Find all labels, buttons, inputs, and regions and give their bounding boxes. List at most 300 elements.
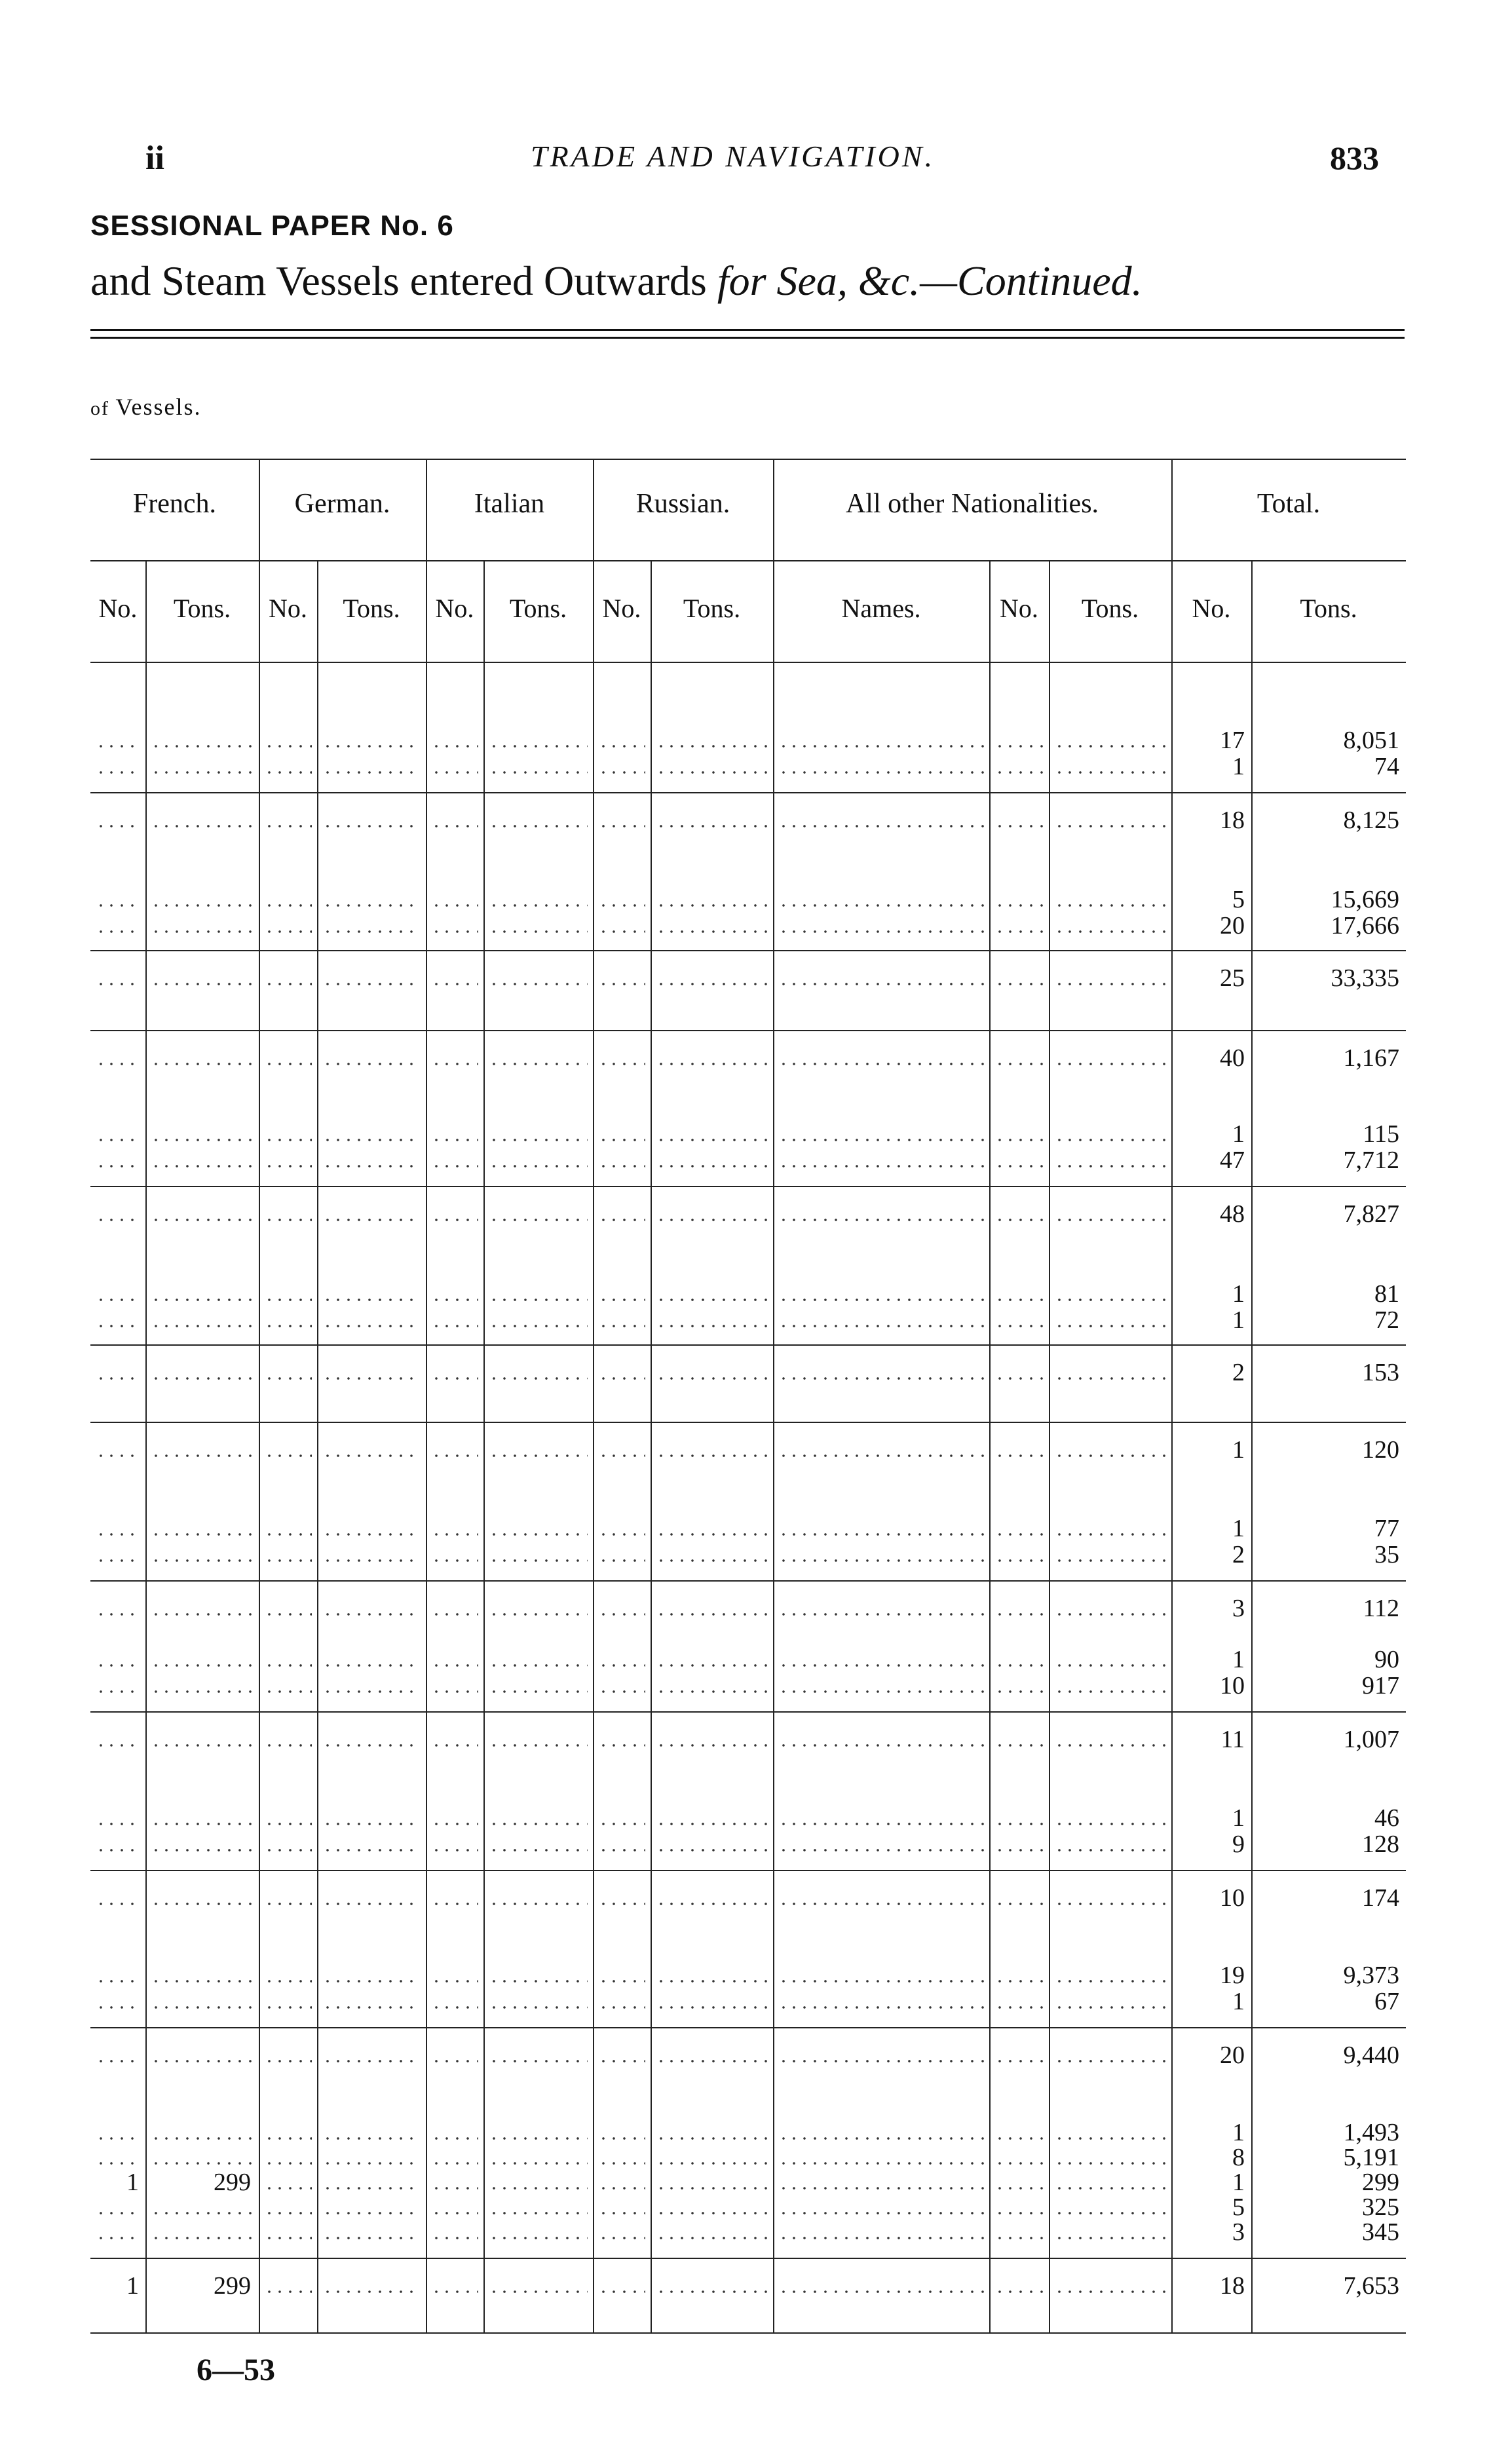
dot-leader bbox=[994, 745, 1044, 748]
dot-leader bbox=[778, 2212, 984, 2214]
dot-leader bbox=[151, 1299, 254, 1301]
dot-leader bbox=[151, 1533, 254, 1536]
dot-leader bbox=[264, 1299, 312, 1301]
dot-leader bbox=[151, 1903, 254, 1905]
dot-leader bbox=[778, 1139, 984, 1141]
dot-leader bbox=[151, 1063, 254, 1065]
dot-leader bbox=[778, 1325, 984, 1327]
dot-leader bbox=[264, 2006, 312, 2009]
dot-leader bbox=[778, 1690, 984, 1693]
footer-signature: 6—53 bbox=[197, 2353, 275, 2387]
dot-leader bbox=[151, 1559, 254, 1562]
dot-leader bbox=[994, 1219, 1044, 1221]
dot-leader bbox=[151, 1690, 254, 1693]
column-rule bbox=[259, 459, 260, 2332]
dot-leader bbox=[322, 1377, 421, 1380]
dot-leader bbox=[994, 2060, 1044, 2062]
dot-leader bbox=[778, 1980, 984, 1983]
dot-leader bbox=[778, 1219, 984, 1221]
dot-leader bbox=[96, 1559, 140, 1562]
running-head-title: TRADE AND NAVIGATION. bbox=[531, 140, 936, 173]
dot-leader bbox=[656, 904, 768, 907]
dot-leader bbox=[778, 771, 984, 774]
dot-leader bbox=[778, 2006, 984, 2009]
dot-leader bbox=[489, 771, 588, 774]
dot-leader bbox=[994, 983, 1044, 985]
dot-leader bbox=[994, 1664, 1044, 1667]
dot-leader bbox=[264, 2290, 312, 2293]
dot-leader bbox=[489, 1325, 588, 1327]
total-no: 9 bbox=[1232, 1831, 1245, 1858]
dot-leader bbox=[322, 1613, 421, 1616]
dot-leader bbox=[264, 904, 312, 907]
dot-leader bbox=[431, 1664, 478, 1667]
dot-leader bbox=[994, 2237, 1044, 2239]
section-label-vessels: Vessels. bbox=[115, 394, 202, 420]
dot-leader bbox=[489, 1063, 588, 1065]
dot-leader bbox=[994, 1849, 1044, 1851]
dot-leader bbox=[96, 1299, 140, 1301]
total-tons: 9,373 bbox=[1343, 1962, 1399, 1989]
dot-leader bbox=[431, 1165, 478, 1168]
dot-leader bbox=[994, 1454, 1044, 1457]
dot-leader bbox=[598, 983, 645, 985]
total-no: 18 bbox=[1220, 2272, 1245, 2300]
dot-leader bbox=[778, 983, 984, 985]
total-no: 17 bbox=[1220, 727, 1245, 754]
dot-leader bbox=[322, 1219, 421, 1221]
total-tons: 7,653 bbox=[1343, 2272, 1399, 2300]
total-no: 8 bbox=[1232, 2144, 1245, 2171]
total-tons: 74 bbox=[1374, 753, 1399, 780]
dot-leader bbox=[1054, 771, 1166, 774]
total-tons: 8,125 bbox=[1343, 807, 1399, 834]
dot-leader bbox=[778, 1849, 984, 1851]
dot-leader bbox=[431, 1139, 478, 1141]
dot-leader bbox=[656, 2006, 768, 2009]
total-no: 3 bbox=[1232, 1595, 1245, 1622]
dot-leader bbox=[1054, 1377, 1166, 1380]
dot-leader bbox=[656, 745, 768, 748]
dot-leader bbox=[431, 930, 478, 933]
dot-leader bbox=[994, 1690, 1044, 1693]
dot-leader bbox=[322, 930, 421, 933]
french-no: 1 bbox=[126, 2272, 139, 2300]
subtotal-rule bbox=[90, 1870, 1406, 1871]
dot-leader bbox=[598, 1980, 645, 1983]
total-no: 47 bbox=[1220, 1147, 1245, 1174]
total-tons: 15,669 bbox=[1331, 886, 1399, 913]
dot-leader bbox=[489, 930, 588, 933]
sessional-paper-label: SESSIONAL PAPER No. 6 bbox=[90, 210, 454, 242]
dot-leader bbox=[489, 1377, 588, 1380]
dot-leader bbox=[151, 1454, 254, 1457]
dot-leader bbox=[151, 2212, 254, 2214]
column-header: Tons. bbox=[173, 594, 231, 623]
dot-leader bbox=[96, 825, 140, 827]
dot-leader bbox=[96, 1063, 140, 1065]
column-rule bbox=[1049, 560, 1050, 2332]
subtotal-rule bbox=[90, 792, 1406, 793]
dot-leader bbox=[1054, 2237, 1166, 2239]
dot-leader bbox=[598, 1690, 645, 1693]
subtotal-rule bbox=[90, 1030, 1406, 1031]
dot-leader bbox=[656, 1377, 768, 1380]
dot-leader bbox=[994, 930, 1044, 933]
total-tons: 35 bbox=[1374, 1541, 1399, 1568]
total-no: 3 bbox=[1232, 2218, 1245, 2246]
dot-leader bbox=[598, 930, 645, 933]
dot-leader bbox=[1054, 2006, 1166, 2009]
dot-leader bbox=[778, 2137, 984, 2140]
dot-leader bbox=[96, 1533, 140, 1536]
total-tons: 174 bbox=[1362, 1884, 1399, 1912]
total-no: 1 bbox=[1232, 1120, 1245, 1148]
total-no: 5 bbox=[1232, 2193, 1245, 2221]
subtotal-rule bbox=[90, 1422, 1406, 1423]
dot-leader bbox=[1054, 1613, 1166, 1616]
dot-leader bbox=[151, 1823, 254, 1825]
dot-leader bbox=[489, 1299, 588, 1301]
dot-leader bbox=[598, 2006, 645, 2009]
dot-leader bbox=[1054, 983, 1166, 985]
dot-leader bbox=[96, 1903, 140, 1905]
subtotal-rule bbox=[90, 1186, 1406, 1187]
total-tons: 345 bbox=[1362, 2218, 1399, 2246]
dot-leader bbox=[322, 745, 421, 748]
dot-leader bbox=[778, 2162, 984, 2165]
dot-leader bbox=[322, 1139, 421, 1141]
total-no: 1 bbox=[1232, 2169, 1245, 2196]
dot-leader bbox=[96, 2137, 140, 2140]
total-no: 1 bbox=[1232, 1988, 1245, 2015]
dot-leader bbox=[322, 2137, 421, 2140]
dot-leader bbox=[322, 1325, 421, 1327]
dot-leader bbox=[1054, 1454, 1166, 1457]
caption-text: and Steam Vessels entered Outwards bbox=[90, 257, 717, 304]
dot-leader bbox=[656, 1299, 768, 1301]
dot-leader bbox=[151, 2162, 254, 2165]
dot-leader bbox=[489, 1690, 588, 1693]
dot-leader bbox=[151, 904, 254, 907]
group-header: Total. bbox=[1257, 489, 1321, 519]
dot-leader bbox=[598, 1377, 645, 1380]
dot-leader bbox=[264, 2137, 312, 2140]
dot-leader bbox=[994, 1823, 1044, 1825]
dot-leader bbox=[778, 1664, 984, 1667]
dot-leader bbox=[322, 2290, 421, 2293]
dot-leader bbox=[96, 2006, 140, 2009]
dot-leader bbox=[778, 2187, 984, 2190]
subheader-rule bbox=[90, 662, 1406, 663]
dot-leader bbox=[778, 904, 984, 907]
dot-leader bbox=[489, 1559, 588, 1562]
dot-leader bbox=[96, 2162, 140, 2165]
dot-leader bbox=[264, 1664, 312, 1667]
dot-leader bbox=[1054, 2162, 1166, 2165]
group-header-rule bbox=[90, 560, 1406, 561]
column-header: No. bbox=[602, 594, 641, 623]
dot-leader bbox=[1054, 1690, 1166, 1693]
dot-leader bbox=[96, 1849, 140, 1851]
dot-leader bbox=[264, 1980, 312, 1983]
total-tons: 67 bbox=[1374, 1988, 1399, 2015]
dot-leader bbox=[431, 1744, 478, 1747]
section-label bbox=[90, 393, 202, 421]
dot-leader bbox=[489, 1744, 588, 1747]
total-no: 1 bbox=[1232, 1804, 1245, 1832]
subtotal-rule bbox=[90, 1711, 1406, 1713]
dot-leader bbox=[656, 771, 768, 774]
total-tons: 17,666 bbox=[1331, 912, 1399, 940]
dot-leader bbox=[489, 1980, 588, 1983]
dot-leader bbox=[322, 2212, 421, 2214]
dot-leader bbox=[1054, 1325, 1166, 1327]
dot-leader bbox=[994, 1139, 1044, 1141]
dot-leader bbox=[96, 1980, 140, 1983]
dot-leader bbox=[1054, 2290, 1166, 2293]
dot-leader bbox=[598, 1664, 645, 1667]
double-rule-top bbox=[90, 329, 1405, 331]
dot-leader bbox=[598, 2060, 645, 2062]
dot-leader bbox=[431, 904, 478, 907]
dot-leader bbox=[489, 2237, 588, 2239]
dot-leader bbox=[431, 771, 478, 774]
dot-leader bbox=[1054, 1744, 1166, 1747]
dot-leader bbox=[322, 1063, 421, 1065]
dot-leader bbox=[656, 1744, 768, 1747]
dot-leader bbox=[598, 2137, 645, 2140]
dot-leader bbox=[994, 825, 1044, 827]
dot-leader bbox=[778, 825, 984, 827]
dot-leader bbox=[264, 825, 312, 827]
dot-leader bbox=[322, 2162, 421, 2165]
column-header: No. bbox=[1192, 594, 1231, 623]
dot-leader bbox=[431, 2060, 478, 2062]
total-tons: 120 bbox=[1362, 1436, 1399, 1464]
dot-leader bbox=[264, 745, 312, 748]
dot-leader bbox=[96, 983, 140, 985]
dot-leader bbox=[1054, 825, 1166, 827]
dot-leader bbox=[598, 904, 645, 907]
column-header: Tons. bbox=[509, 594, 567, 623]
dot-leader bbox=[598, 2290, 645, 2293]
dot-leader bbox=[994, 2162, 1044, 2165]
dot-leader bbox=[489, 2162, 588, 2165]
dot-leader bbox=[264, 1377, 312, 1380]
dot-leader bbox=[322, 1744, 421, 1747]
dot-leader bbox=[1054, 930, 1166, 933]
dot-leader bbox=[489, 1613, 588, 1616]
dot-leader bbox=[656, 2237, 768, 2239]
dot-leader bbox=[1054, 1165, 1166, 1168]
dot-leader bbox=[431, 2162, 478, 2165]
dot-leader bbox=[151, 2137, 254, 2140]
dot-leader bbox=[264, 1559, 312, 1562]
total-no: 1 bbox=[1232, 1515, 1245, 1542]
total-no: 10 bbox=[1220, 1672, 1245, 1699]
dot-leader bbox=[778, 1903, 984, 1905]
column-header: Tons. bbox=[683, 594, 741, 623]
dot-leader bbox=[431, 825, 478, 827]
dot-leader bbox=[994, 1165, 1044, 1168]
dot-leader bbox=[994, 1533, 1044, 1536]
dot-leader bbox=[598, 1849, 645, 1851]
dot-leader bbox=[151, 1377, 254, 1380]
dot-leader bbox=[264, 1139, 312, 1141]
column-rule bbox=[651, 560, 652, 2332]
dot-leader bbox=[598, 745, 645, 748]
total-tons: 46 bbox=[1374, 1804, 1399, 1832]
double-rule-bottom bbox=[90, 337, 1405, 339]
dot-leader bbox=[151, 771, 254, 774]
dot-leader bbox=[431, 1325, 478, 1327]
dot-leader bbox=[1054, 1823, 1166, 1825]
dot-leader bbox=[322, 1980, 421, 1983]
total-no: 1 bbox=[1232, 2119, 1245, 2146]
dot-leader bbox=[96, 771, 140, 774]
dot-leader bbox=[264, 983, 312, 985]
dot-leader bbox=[598, 1165, 645, 1168]
dot-leader bbox=[489, 1903, 588, 1905]
dot-leader bbox=[264, 1744, 312, 1747]
column-header: No. bbox=[269, 594, 307, 623]
group-header: German. bbox=[294, 489, 390, 519]
dot-leader bbox=[431, 1559, 478, 1562]
dot-leader bbox=[264, 1454, 312, 1457]
dot-leader bbox=[778, 1744, 984, 1747]
dot-leader bbox=[96, 1664, 140, 1667]
dot-leader bbox=[656, 1903, 768, 1905]
dot-leader bbox=[431, 1377, 478, 1380]
dot-leader bbox=[778, 2237, 984, 2239]
dot-leader bbox=[264, 1690, 312, 1693]
total-tons: 128 bbox=[1362, 1831, 1399, 1858]
total-tons: 7,712 bbox=[1343, 1147, 1399, 1174]
dot-leader bbox=[264, 1823, 312, 1825]
total-no: 20 bbox=[1220, 2041, 1245, 2069]
dot-leader bbox=[151, 2060, 254, 2062]
column-rule bbox=[989, 560, 991, 2332]
dot-leader bbox=[431, 1063, 478, 1065]
total-no: 1 bbox=[1232, 1306, 1245, 1334]
dot-leader bbox=[598, 1063, 645, 1065]
column-header: Tons. bbox=[343, 594, 400, 623]
group-header: Russian. bbox=[635, 489, 730, 519]
group-header: Italian bbox=[474, 489, 545, 519]
french-no: 1 bbox=[126, 2169, 139, 2196]
total-no: 10 bbox=[1220, 1884, 1245, 1912]
column-rule bbox=[426, 459, 427, 2332]
total-tons: 1,493 bbox=[1343, 2119, 1399, 2146]
total-tons: 7,827 bbox=[1343, 1200, 1399, 1228]
dot-leader bbox=[656, 2290, 768, 2293]
dot-leader bbox=[489, 1139, 588, 1141]
dot-leader bbox=[489, 2060, 588, 2062]
dot-leader bbox=[598, 1299, 645, 1301]
dot-leader bbox=[656, 1139, 768, 1141]
total-tons: 81 bbox=[1374, 1280, 1399, 1308]
dot-leader bbox=[778, 1454, 984, 1457]
caption-italic: for Sea, &c.—Continued. bbox=[717, 257, 1143, 304]
dot-leader bbox=[431, 2187, 478, 2190]
dot-leader bbox=[778, 2060, 984, 2062]
french-tons: 299 bbox=[214, 2272, 251, 2300]
dot-leader bbox=[656, 2137, 768, 2140]
total-tons: 299 bbox=[1362, 2169, 1399, 2196]
dot-leader bbox=[598, 1325, 645, 1327]
dot-leader bbox=[489, 983, 588, 985]
dot-leader bbox=[322, 904, 421, 907]
dot-leader bbox=[598, 771, 645, 774]
dot-leader bbox=[322, 1690, 421, 1693]
dot-leader bbox=[1054, 1559, 1166, 1562]
dot-leader bbox=[322, 1849, 421, 1851]
dot-leader bbox=[1054, 1903, 1166, 1905]
dot-leader bbox=[151, 2006, 254, 2009]
dot-leader bbox=[431, 1613, 478, 1616]
total-no: 1 bbox=[1232, 1436, 1245, 1464]
dot-leader bbox=[994, 1980, 1044, 1983]
dot-leader bbox=[598, 1559, 645, 1562]
dot-leader bbox=[598, 1219, 645, 1221]
dot-leader bbox=[778, 1165, 984, 1168]
dot-leader bbox=[96, 1219, 140, 1221]
dot-leader bbox=[264, 1165, 312, 1168]
dot-leader bbox=[151, 745, 254, 748]
dot-leader bbox=[151, 1613, 254, 1616]
dot-leader bbox=[151, 1980, 254, 1983]
dot-leader bbox=[1054, 1664, 1166, 1667]
dot-leader bbox=[489, 1823, 588, 1825]
total-tons: 115 bbox=[1363, 1120, 1399, 1148]
dot-leader bbox=[96, 1613, 140, 1616]
dot-leader bbox=[778, 1299, 984, 1301]
dot-leader bbox=[994, 2006, 1044, 2009]
dot-leader bbox=[656, 1559, 768, 1562]
dot-leader bbox=[656, 1613, 768, 1616]
dot-leader bbox=[994, 1325, 1044, 1327]
dot-leader bbox=[598, 1139, 645, 1141]
dot-leader bbox=[656, 1980, 768, 1983]
dot-leader bbox=[656, 2162, 768, 2165]
dot-leader bbox=[322, 2187, 421, 2190]
dot-leader bbox=[994, 1063, 1044, 1065]
dot-leader bbox=[151, 1139, 254, 1141]
dot-leader bbox=[778, 1613, 984, 1616]
dot-leader bbox=[489, 1454, 588, 1457]
dot-leader bbox=[656, 1219, 768, 1221]
dot-leader bbox=[322, 1533, 421, 1536]
dot-leader bbox=[656, 2187, 768, 2190]
dot-leader bbox=[431, 1219, 478, 1221]
dot-leader bbox=[322, 771, 421, 774]
dot-leader bbox=[431, 2006, 478, 2009]
total-no: 5 bbox=[1232, 886, 1245, 913]
dot-leader bbox=[322, 983, 421, 985]
dot-leader bbox=[151, 825, 254, 827]
dot-leader bbox=[431, 2212, 478, 2214]
dot-leader bbox=[431, 2137, 478, 2140]
column-header: Names. bbox=[841, 594, 921, 623]
dot-leader bbox=[1054, 1063, 1166, 1065]
section-label-of: of bbox=[90, 398, 116, 419]
dot-leader bbox=[151, 930, 254, 933]
column-header: Tons. bbox=[1081, 594, 1139, 623]
dot-leader bbox=[96, 2237, 140, 2239]
dot-leader bbox=[264, 2162, 312, 2165]
column-header: No. bbox=[435, 594, 474, 623]
